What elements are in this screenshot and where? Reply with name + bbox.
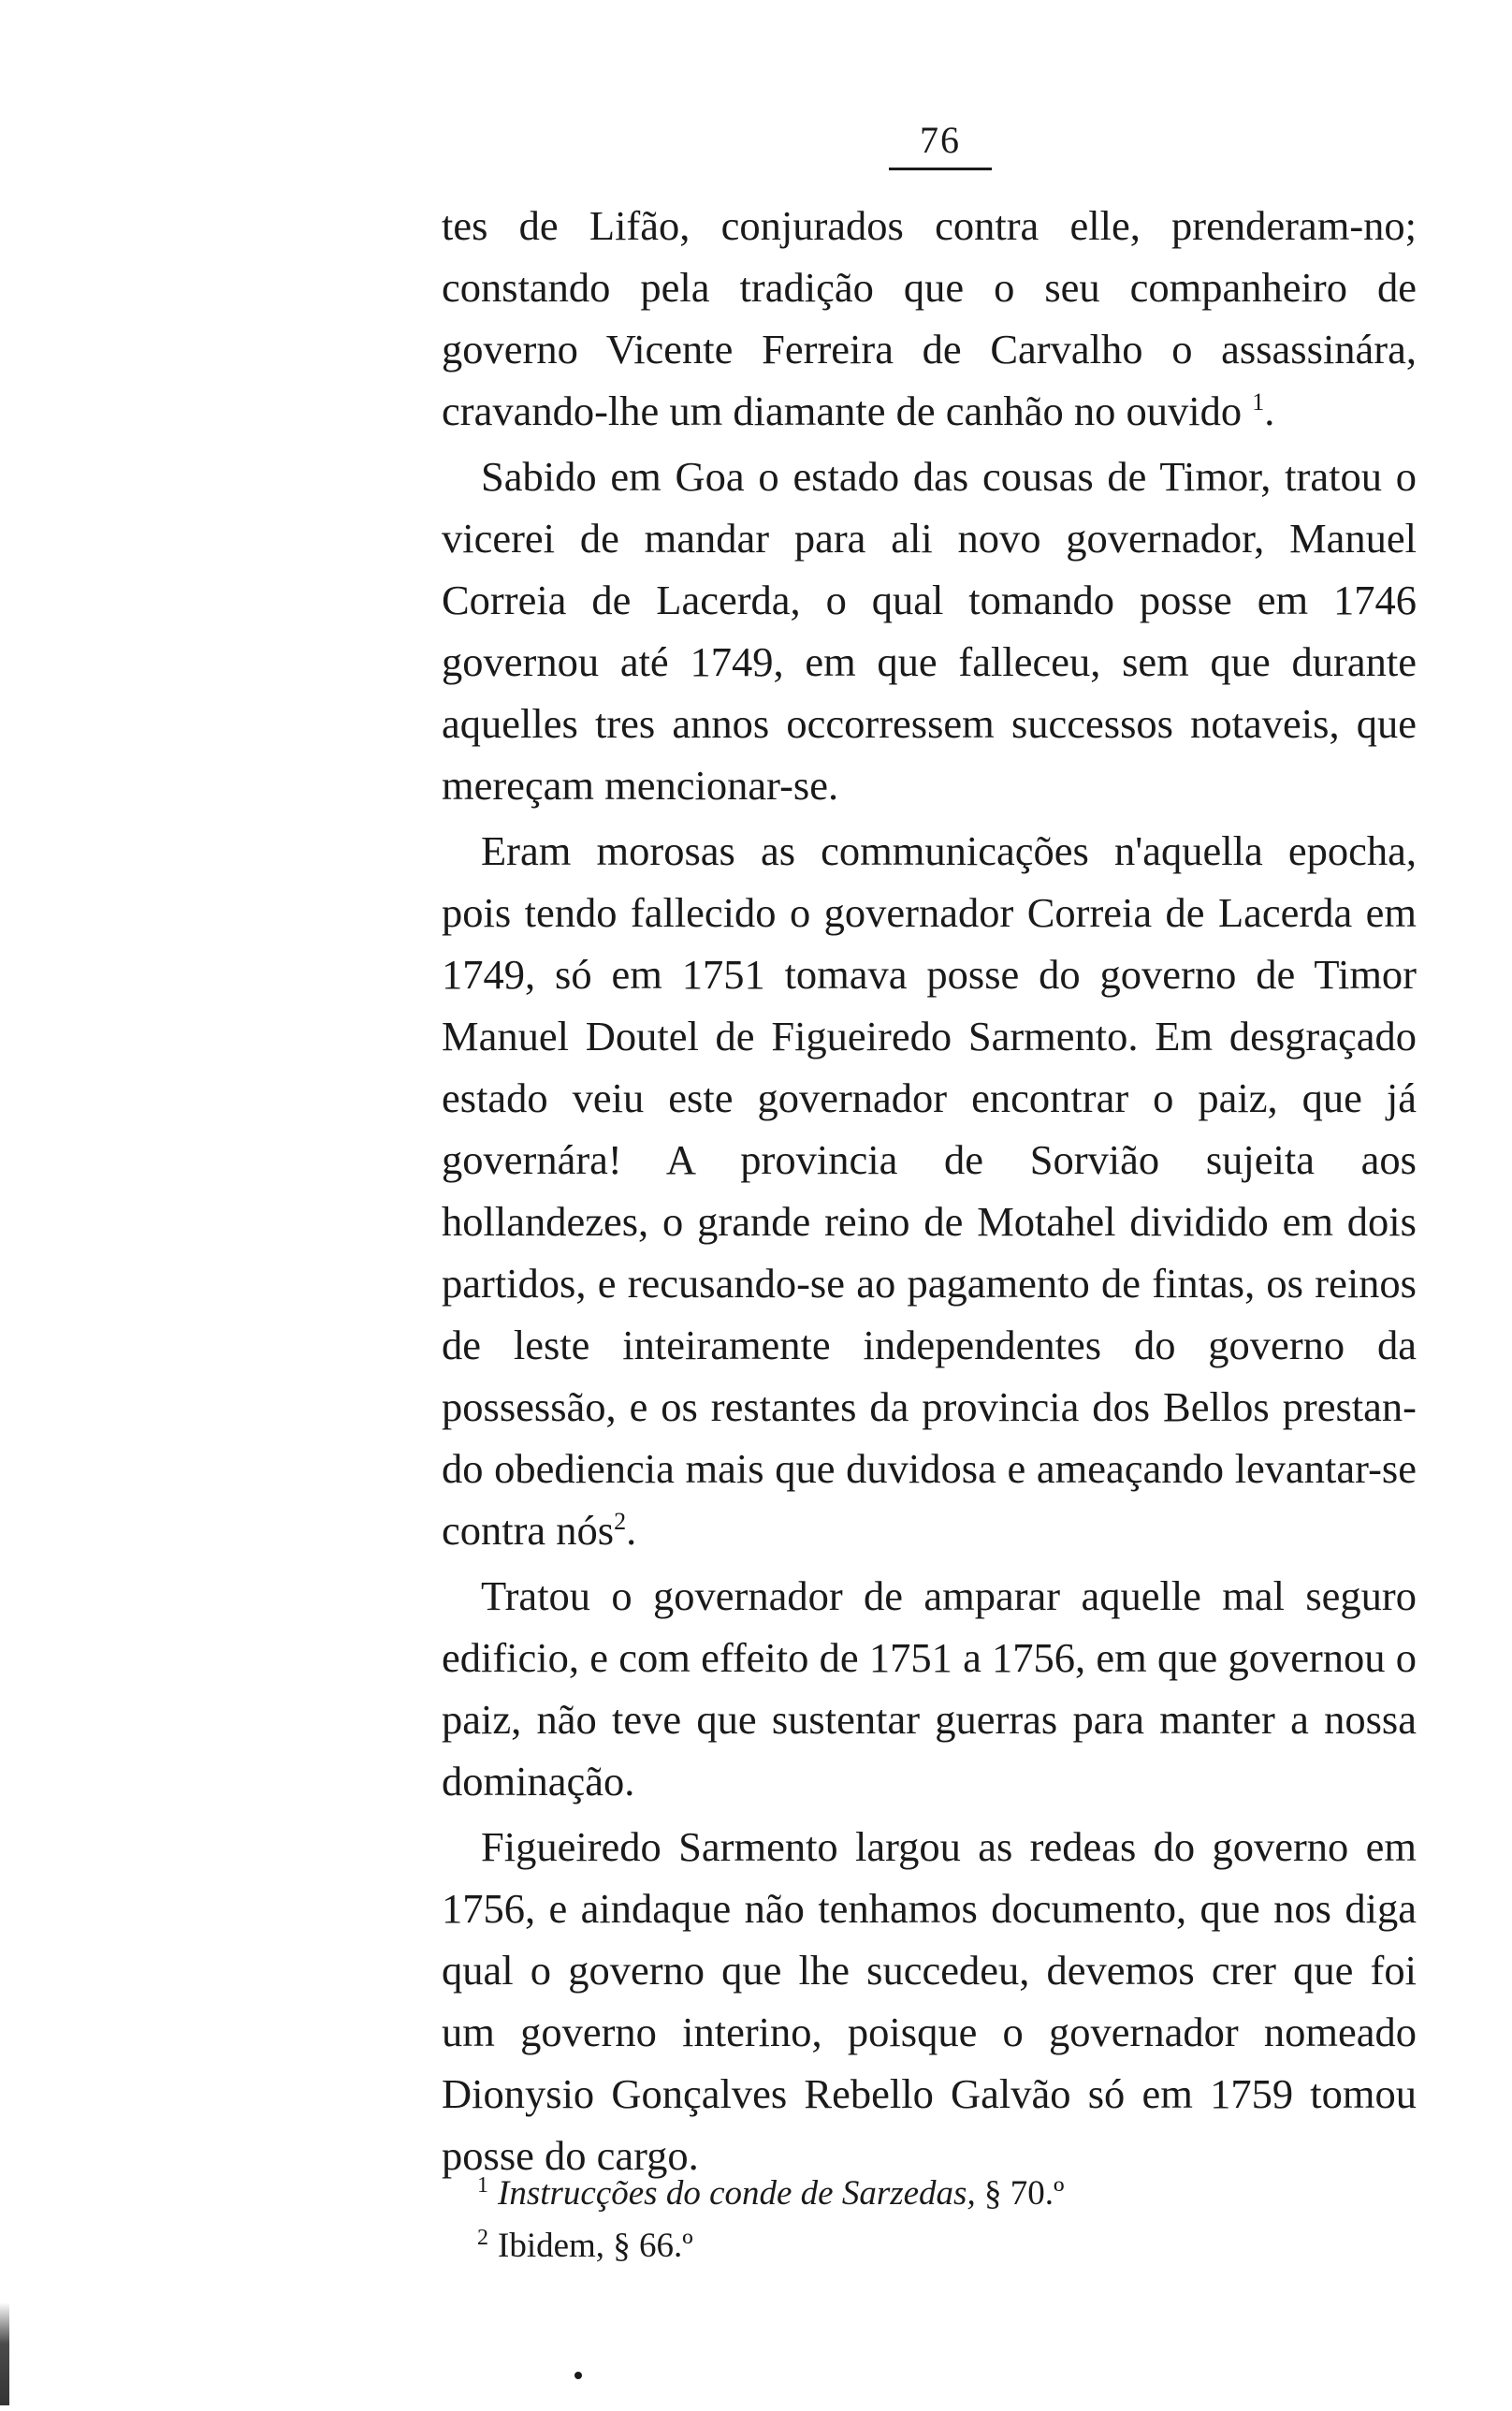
paragraph-2 xyxy=(442,446,1417,816)
paragraph-4 xyxy=(442,1565,1417,1812)
paragraph-1-end: . xyxy=(1264,387,1275,434)
footnote-1 xyxy=(477,2168,1319,2220)
scan-edge-shadow xyxy=(0,2302,9,2405)
paragraph-5 xyxy=(442,1816,1417,2186)
paragraph-3-text: Eram morosas as communicações n'aquella epocha, pois tendo fallecido o governador Correia de Lacerda em 1749, só em 1751 tomava posse do governo de Timor Manuel Doutel de Figueiredo Sarmento. Em desgraçado estado veiu este governador encontrar o paiz, que já governára! A provincia de Sorvião sujeita aos hollandezes, o grande reino de Motahel dividido em dois partidos, e recusando-se ao pagamento de fintas, os reinos de leste inteiramente independentes do governo da possessão, e os restantes da provincia dos Bellos prestando obediencia mais que duvidosa e ameaçando levantar-se contra nós xyxy=(442,827,1417,1554)
page-number: 76 xyxy=(889,118,992,170)
paragraph-5-text: Figueiredo Sarmento largou as redeas do governo em 1756, e aindaque não tenhamos documento, que nos diga qual o governo que lhe succedeu, devemos crer que foi um governo interino, poisque o governador nomeado Dionysio Gonçalves Rebello Galvão só em 1759 tomou posse do cargo. xyxy=(442,1823,1417,2179)
footnote-1-ref: § 70.º xyxy=(975,2174,1065,2213)
ink-speck xyxy=(574,2372,582,2379)
paragraph-1 xyxy=(442,195,1417,442)
footnote-ref-2[interactable]: 2 xyxy=(614,1508,627,1536)
footnote-ref-1[interactable]: 1 xyxy=(1252,388,1265,416)
footnote-2-ref: Ibidem, § 66.º xyxy=(498,2227,693,2265)
footnote-2 xyxy=(477,2220,1319,2272)
footnote-2-marker: 2 xyxy=(477,2225,488,2250)
footnote-1-title: Instrucções do conde de Sarzedas, xyxy=(498,2174,976,2213)
body-text xyxy=(442,195,1417,2190)
footnotes xyxy=(477,2168,1319,2272)
footnote-1-marker: 1 xyxy=(477,2172,488,2198)
paragraph-3-end: . xyxy=(626,1507,637,1554)
paragraph-3 xyxy=(442,820,1417,1561)
paragraph-4-text: Tratou o governador de amparar aquelle mal seguro edificio, e com effeito de 1751 a 1756, em que governou o paiz, não teve que sustentar guerras para manter a nossa dominação. xyxy=(442,1572,1417,1805)
paragraph-2-text: Sabido em Goa o estado das cousas de Timor, tratou o vicerei de mandar para ali novo governador, Manuel Correia de Lacerda, o qual tomando posse em 1746 governou até 1749, em que falleceu, sem que durante aquelles tres annos occorressem successos notaveis, que mereçam mencionar-se. xyxy=(442,453,1417,809)
paragraph-1-text: tes de Lifão, conjurados contra elle, prenderam-no; constando pela tradição que o seu companheiro de governo Vicente Ferreira de Carvalho o assassinára, cravando-lhe um diamante de canhão no ouvido xyxy=(442,202,1417,434)
